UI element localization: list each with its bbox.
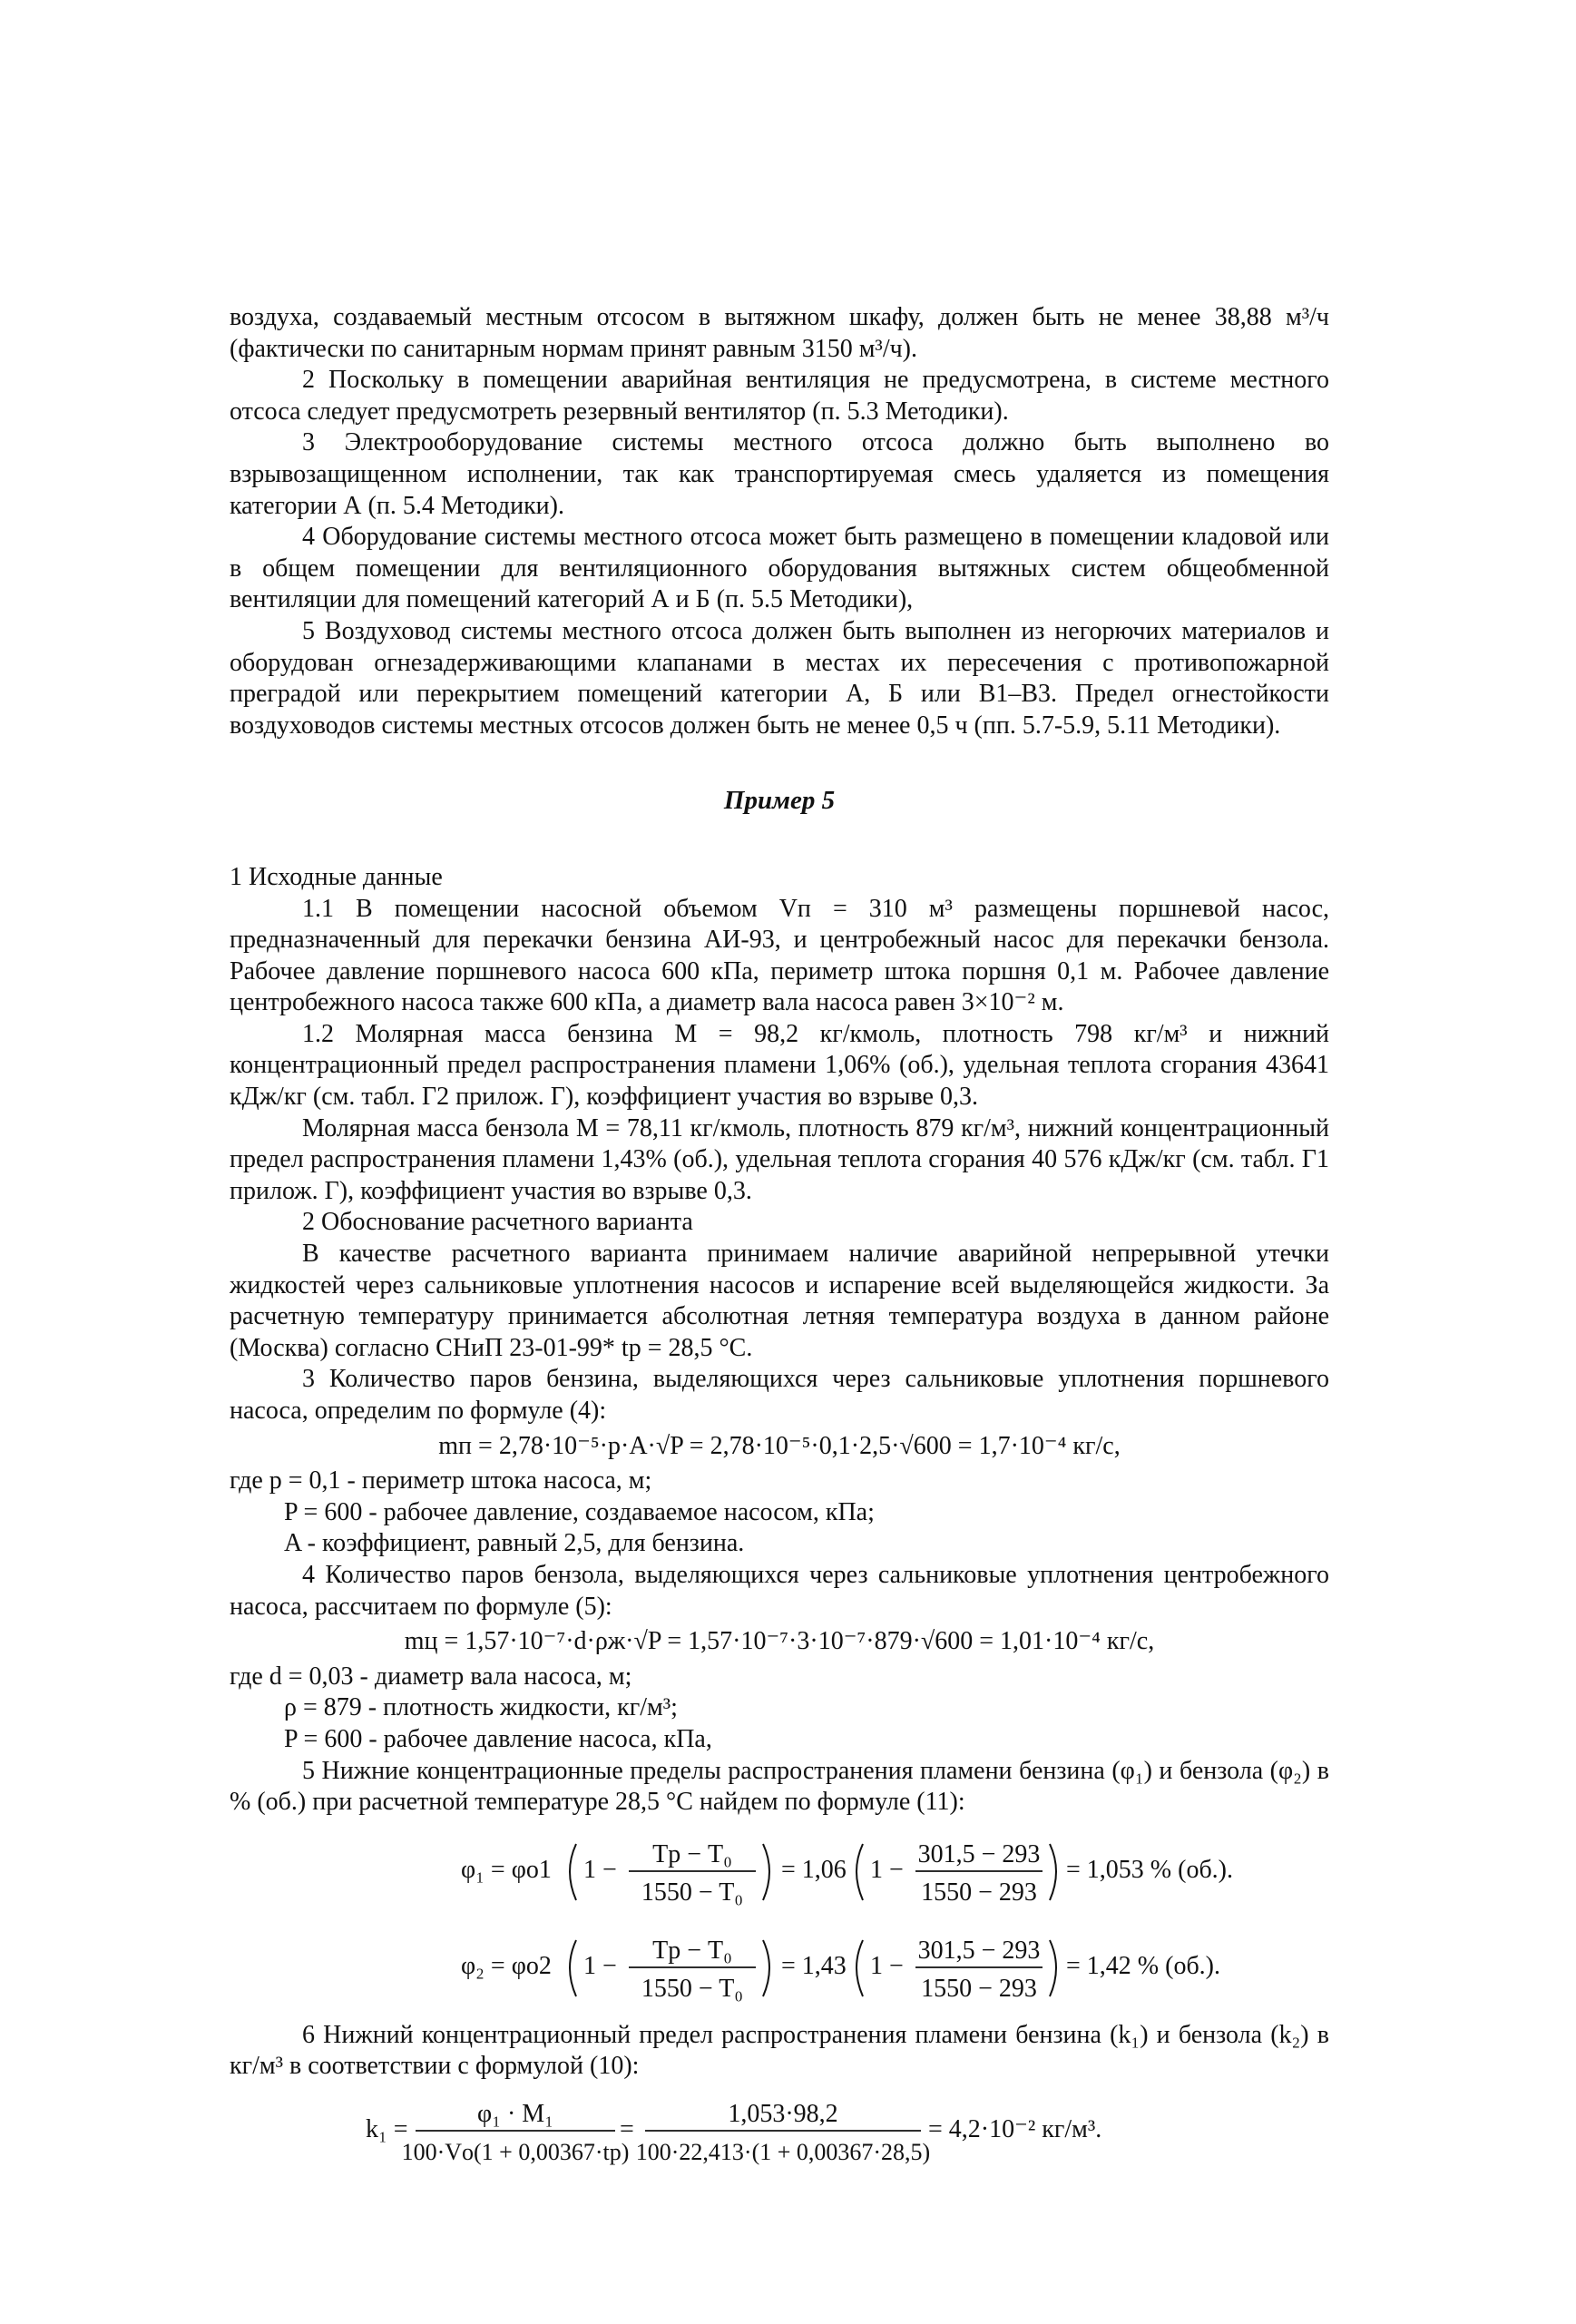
paragraph-s1: 1 Исходные данные xyxy=(230,862,443,891)
eq-one-minus: 1 − xyxy=(583,1855,617,1884)
paragraph-p-4: 4 Оборудование системы местного отсоса может быть размещено в помещении кладовой или в общем помещении для вентиляционного оборудования вытяжных систем общеобменной вентиляции для помещений категорий А и Б (п. 5.5 Методики), xyxy=(230,523,1329,614)
eq-one-minus: 1 − xyxy=(870,1855,904,1884)
equation-phi1 xyxy=(230,1828,1329,1915)
eq-frac-num: φ₁ · M₁ xyxy=(477,2099,553,2128)
paragraph-p-3: 3 Электрооборудование системы местного отсоса должно быть выполнено во взрывозащищенном исполнении, так как транспортируемая смесь удаляется из помещения категории А (п. 5.4 Методики). xyxy=(230,428,1329,520)
eq-mid: = 1,06 xyxy=(781,1855,847,1884)
example-title: Пример 5 xyxy=(723,786,836,816)
eq-rhs: = 1,053 % (об.). xyxy=(1066,1855,1234,1884)
eq-frac-den: 1550 − 293 xyxy=(921,1974,1037,2003)
paragraph-s2-1: В качестве расчетного варианта принимаем наличие аварийной непрерывной утечки жидкостей через сальниковые уплотнения насосов и испарение всей выделяющейся жидкости. За расчетную температуру принимается абсолютная летняя температура воздуха в данном районе (Москва) согласно СНиП 23-01-99* tр = 28,5 °С. xyxy=(230,1240,1329,1362)
definition-line: ρ = 879 - плотность жидкости, кг/м³; xyxy=(284,1693,678,1722)
eq-frac-den: 1550 − 293 xyxy=(921,1878,1037,1907)
definition-line: где p = 0,1 - периметр штока насоса, м; xyxy=(230,1466,652,1495)
section-4: 4 Количество паров бензола, выделяющихся через сальниковые уплотнения центробежного насоса, рассчитаем по формуле (5): xyxy=(230,1560,1329,1621)
eq-frac-num: 1,053·98,2 xyxy=(728,2099,838,2128)
eq-one-minus: 1 − xyxy=(583,1951,617,1980)
paren-left xyxy=(857,1940,863,1996)
definition-line: где d = 0,03 - диаметр вала насоса, м; xyxy=(230,1662,632,1691)
eq-one-minus: 1 − xyxy=(870,1951,904,1980)
paren-right xyxy=(1050,1844,1056,1900)
paren-right xyxy=(763,1844,769,1900)
eq-frac-den: 1550 − T₀ xyxy=(641,1974,744,2003)
eq-frac-den: 100·22,413·(1 + 0,00367·28,5) xyxy=(635,2138,931,2165)
paragraph-s1-1: 1.1 В помещении насосной объемом Vп = 310 м³ размещены поршневой насос, предназначенный для перекачки бензина АИ-93, и центробежный насос для перекачки бензола. Рабочее давление поршневого насоса 600 кПа, периметр штока поршня 0,1 м. Рабочее давление центробежного насоса также 600 кПа, а диаметр вала насоса равен 3×10⁻² м. xyxy=(230,894,1329,1017)
equation-phi2-svg xyxy=(230,1924,1329,2011)
paragraph-p-5: 5 Воздуховод системы местного отсоса должен быть выполнен из негорючих материалов и оборудован огнезадерживающими клапанами в местах их пересечения с противопожарной преградой или перекрытием помещений категории А, Б или В1–В3. Предел огнестойкости воздуховодов системы местных отсосов должен быть не менее 0,5 ч (пп. 5.7-5.9, 5.11 Методики). xyxy=(230,616,1329,740)
paragraph-s2: 2 Обоснование расчетного варианта xyxy=(302,1208,693,1237)
eq-frac-num: Tр − T₀ xyxy=(652,1936,732,1965)
example-paragraphs xyxy=(230,862,1329,1427)
eq-rhs: = 1,42 % (об.). xyxy=(1066,1951,1221,1980)
paren-left xyxy=(857,1844,863,1900)
definition-line: P = 600 - рабочее давление насоса, кПа, xyxy=(284,1724,712,1753)
definition-line: P = 600 - рабочее давление, создаваемое насосом, кПа; xyxy=(284,1497,875,1526)
section-6: 6 Нижний концентрационный предел распространения пламени бензина (k₁) и бензола (k₂) в кг/м³ в соответствии с формулой (10): xyxy=(230,2020,1329,2081)
equation-phi1-svg xyxy=(230,1828,1329,1915)
top-paragraphs xyxy=(230,302,1329,741)
paragraph-s3: 3 Количество паров бензина, выделяющихся через сальниковые уплотнения поршневого насоса, определим по формуле (4): xyxy=(230,1365,1329,1425)
eq-lhs: φ₂ = φо2 xyxy=(461,1951,552,1980)
definitions-piston xyxy=(230,1466,1329,1560)
definitions-centrifugal xyxy=(230,1662,1329,1756)
formula-centrifugal-pump: mц = 1,57·10⁻⁷·d·ρж·√P = 1,57·10⁻⁷·3·10⁻⁷·879·√600 = 1,01·10⁻⁴ кг/с, xyxy=(404,1627,1155,1656)
eq-frac-num: 301,5 − 293 xyxy=(917,1936,1041,1965)
equation-k1 xyxy=(230,2092,1329,2173)
definition-line: A - коэффициент, равный 2,5, для бензина. xyxy=(284,1529,745,1558)
eq-frac-num: 301,5 − 293 xyxy=(917,1839,1041,1868)
paren-right xyxy=(763,1940,769,1996)
paragraph-p-2: 2 Поскольку в помещении аварийная вентиляция не предусмотрена, в системе местного отсоса следует предусмотреть резервный вентилятор (п. 5.3 Методики). xyxy=(230,366,1329,426)
paren-right xyxy=(1050,1940,1056,1996)
page-content xyxy=(230,302,1329,2182)
eq-lhs: k₁ = xyxy=(366,2114,408,2143)
eq-mid: = 1,43 xyxy=(781,1951,847,1980)
eq-equals: = xyxy=(620,2114,634,2143)
eq-rhs: = 4,2·10⁻² кг/м³. xyxy=(928,2114,1102,2143)
eq-lhs: φ₁ = φо1 xyxy=(461,1855,552,1884)
eq-frac-den: 100·Vо(1 + 0,00367·tр) xyxy=(401,2138,630,2165)
section-5: 5 Нижние концентрационные пределы распространения пламени бензина (φ₁) и бензола (φ₂) в % (об.) при расчетной температуре 28,5 °С найдем по формуле (11): xyxy=(230,1756,1329,1817)
paren-left xyxy=(570,1940,576,1996)
eq-frac-den: 1550 − T₀ xyxy=(641,1878,744,1907)
formula-piston-pump: mп = 2,78·10⁻⁵·p·A·√P = 2,78·10⁻⁵·0,1·2,5·√600 = 1,7·10⁻⁴ кг/с, xyxy=(438,1431,1121,1460)
equation-phi2 xyxy=(230,1924,1329,2011)
paren-left xyxy=(570,1844,576,1900)
paragraph-p-cont: воздуха, создаваемый местным отсосом в вытяжном шкафу, должен быть не менее 38,88 м³/ч (фактически по санитарным нормам принят равным 3150 м³/ч). xyxy=(230,303,1329,363)
paragraph-s1-3: Молярная масса бензола M = 78,11 кг/кмоль, плотность 879 кг/м³, нижний концентрационный предел распространения пламени 1,43% (об.), удельная теплота сгорания 40 576 кДж/кг (см. табл. Г1 прилож. Г), коэффициент участия во взрыве 0,3. xyxy=(230,1113,1329,1205)
equation-k1-svg xyxy=(230,2092,1329,2173)
paragraph-s1-2: 1.2 Молярная масса бензина M = 98,2 кг/кмоль, плотность 798 кг/м³ и нижний концентрационный предел распространения пламени 1,06% (об.), удельная теплота сгорания 43641 кДж/кг (см. табл. Г2 прилож. Г), коэффициент участия во взрыве 0,3. xyxy=(230,1019,1329,1112)
eq-frac-num: Tр − T₀ xyxy=(652,1839,732,1868)
